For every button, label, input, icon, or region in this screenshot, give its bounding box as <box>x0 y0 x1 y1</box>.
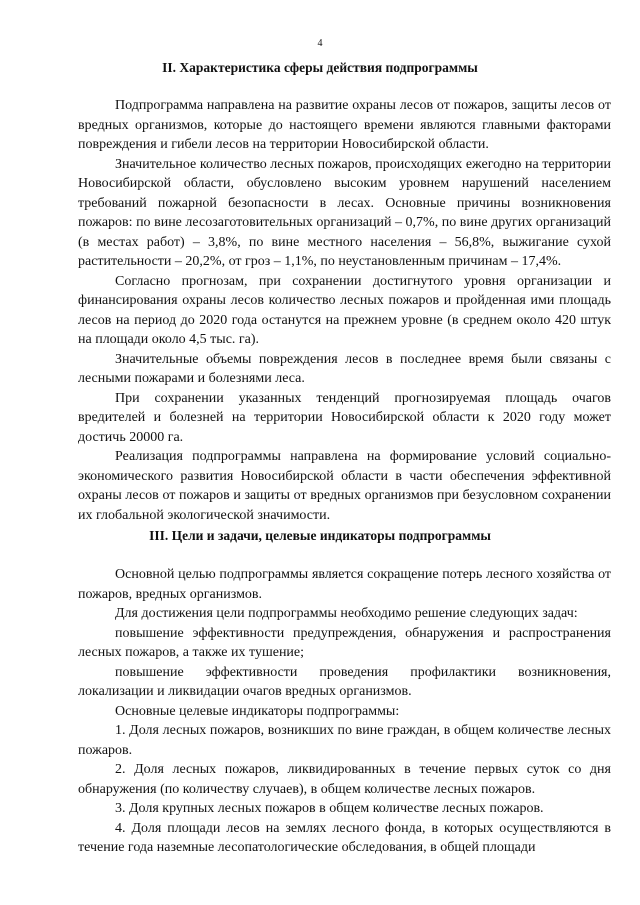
section-3-body <box>78 565 611 858</box>
task-item: повышение эффективности проведения профилактики возникновения, локализации и ликвидации очагов вредных организмов. <box>78 664 611 699</box>
task-item: повышение эффективности предупреждения, обнаружения и распространения лесных пожаров, а также их тушение; <box>78 625 611 660</box>
paragraph: Основной целью подпрограммы является сокращение потерь лесного хозяйства от пожаров, вредных организмов. <box>78 567 611 602</box>
paragraph: Основные целевые индикаторы подпрограммы: <box>115 703 400 719</box>
paragraph: При сохранении указанных тенденций прогнозируемая площадь очагов вредителей и болезней на территории Новосибирской области к 2020 году может достичь 20000 га. <box>78 390 611 445</box>
paragraph: Реализация подпрограммы направлена на формирование условий социально-экономического развития Новосибирской области в части обеспечения эффективной охраны лесов от пожаров и защиты от вредных организмов при безусловном сохранении их глобальной экологической значимости. <box>78 449 611 523</box>
paragraph: Согласно прогнозам, при сохранении достигнутого уровня организации и финансирования охраны лесов количество лесных пожаров и пройденная ими площадь лесов на период до 2020 года останутся на прежнем уровне (в среднем около 420 штук на площади около 4,5 тыс. га). <box>78 273 611 347</box>
section-2-title: II. Характеристика сферы действия подпрограммы <box>162 60 478 75</box>
paragraph: Значительные объемы повреждения лесов в последнее время были связаны с лесными пожарами и болезнями леса. <box>78 351 611 386</box>
paragraph: Подпрограмма направлена на развитие охраны лесов от пожаров, защиты лесов от вредных организмов, которые до настоящего времени являются главными факторами повреждения и гибели лесов на территории Новосибирской области. <box>78 98 611 152</box>
page-number: 4 <box>317 38 323 49</box>
indicator-item: 4. Доля площади лесов на землях лесного фонда, в которых осуществляются в течение года наземные лесопатологические обследования, в общей площади <box>78 820 611 855</box>
section-3-title: III. Цели и задачи, целевые индикаторы подпрограммы <box>149 528 491 543</box>
paragraph: Для достижения цели подпрограммы необходимо решение следующих задач: <box>115 606 578 621</box>
paragraph: Значительное количество лесных пожаров, происходящих ежегодно на территории Новосибирской области, обусловлено высоким уровнем нарушений населением требований пожарной безопасности в лесах. Основные причины возникновения пожаров: по вине лесозаготовительных организаций – 0,7%, по вине других организаций (в местах работ) – 3,8%, по вине местного населения – 56,8%, выжигание сухой растительности – 20,2%, от гроз – 1,1%, по неустановленным причинам – 17,4%. <box>78 156 611 269</box>
indicator-item: 2. Доля лесных пожаров, ликвидированных в течение первых суток со дня обнаружения (по количеству случаев), в общем количестве лесных пожаров. <box>78 762 611 797</box>
indicator-item: 3. Доля крупных лесных пожаров в общем количестве лесных пожаров. <box>115 801 544 816</box>
indicator-item: 1. Доля лесных пожаров, возникших по вине граждан, в общем количестве лесных пожаров. <box>78 723 611 758</box>
section-2-body <box>78 96 611 525</box>
